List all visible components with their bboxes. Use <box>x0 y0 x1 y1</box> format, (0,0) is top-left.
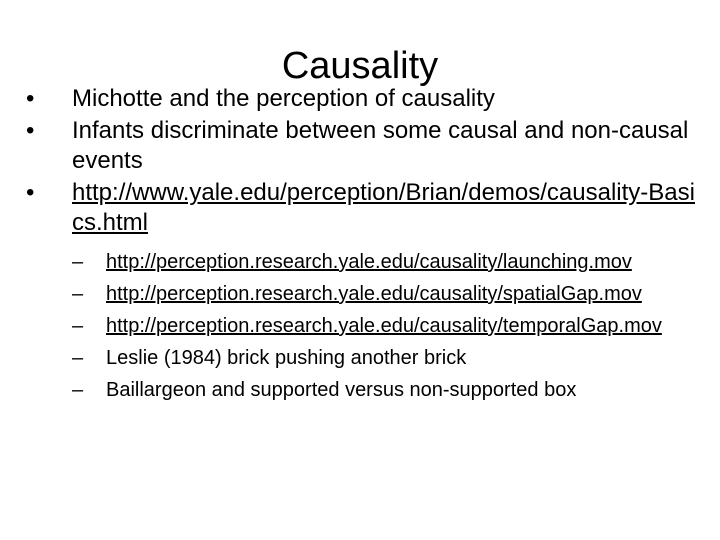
bullet-marker: • <box>26 85 35 112</box>
demo-link[interactable]: http://www.yale.edu/perception/Brian/demos/causality-Basics.html <box>72 179 695 236</box>
bullet-text: Infants discriminate between some causal and non-causal events <box>72 117 689 174</box>
sub-bullet-item <box>26 314 696 338</box>
sub-bullet-text: Leslie (1984) brick pushing another brick <box>106 347 467 369</box>
sub-bullet-marker: – <box>72 347 84 369</box>
sub-bullet-list <box>26 250 696 402</box>
sub-bullet-text: Baillargeon and supported versus non-supported box <box>106 379 577 401</box>
launching-link[interactable]: http://perception.research.yale.edu/causality/launching.mov <box>106 251 632 273</box>
sub-bullet-item <box>26 282 696 306</box>
slide-body <box>26 84 696 410</box>
sub-bullet-marker: – <box>72 379 84 401</box>
bullet-item <box>26 178 696 238</box>
sub-bullet-marker: – <box>72 283 84 305</box>
sub-bullet-item <box>26 346 696 370</box>
bullet-item <box>26 116 696 176</box>
slide-title: Causality <box>281 45 439 87</box>
sub-bullet-item <box>26 250 696 274</box>
temporal-gap-link[interactable]: http://perception.research.yale.edu/causality/temporalGap.mov <box>106 315 662 337</box>
bullet-marker: • <box>26 179 35 206</box>
sub-bullet-marker: – <box>72 315 84 337</box>
bullet-text: Michotte and the perception of causality <box>72 85 495 112</box>
bullet-marker: • <box>26 117 35 144</box>
sub-bullet-marker: – <box>72 251 84 273</box>
bullet-item <box>26 84 696 114</box>
spatial-gap-link[interactable]: http://perception.research.yale.edu/causality/spatialGap.mov <box>106 283 642 305</box>
sub-bullet-item <box>26 378 696 402</box>
